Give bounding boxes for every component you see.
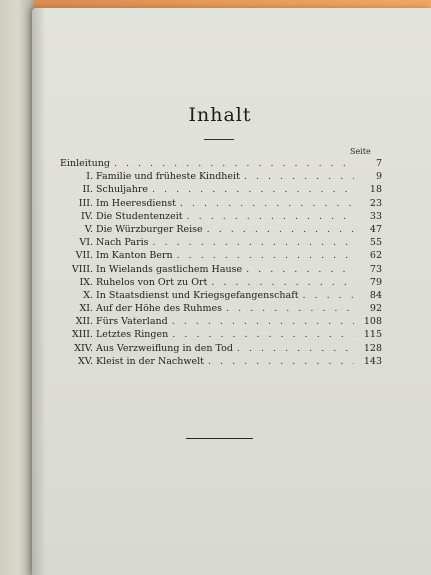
toc-entry-title: Fürs Vaterland (96, 316, 168, 328)
toc-entry-page: 62 (369, 250, 382, 262)
toc-leader-dots (207, 223, 354, 236)
toc-entry-page: 92 (369, 303, 382, 315)
toc-entry-page: 18 (369, 184, 382, 196)
toc-leader-dots (303, 289, 354, 302)
toc-entry-title: Nach Paris (96, 237, 149, 249)
toc-entry-number: III. (78, 197, 93, 209)
toc-entry-page: 79 (369, 276, 382, 288)
toc-leader-dots (153, 236, 354, 249)
toc-entry-title: Aus Verzweiflung in den Tod (96, 342, 233, 354)
table-of-contents (60, 157, 382, 368)
toc-leader-dots (114, 157, 354, 170)
toc-entry-number: XIII. (71, 329, 93, 341)
toc-entry-page: 143 (363, 355, 382, 367)
toc-leader-dots (177, 249, 354, 262)
toc-entry-page: 23 (369, 197, 382, 209)
toc-leader-dots (172, 315, 354, 328)
toc-entry-title: Letztes Ringen (96, 329, 169, 341)
toc-leader-dots (180, 197, 354, 210)
toc-entry-title: Ruhelos von Ort zu Ort (96, 276, 208, 288)
toc-entry-title: Die Würzburger Reise (96, 223, 203, 235)
toc-entry (60, 276, 382, 289)
toc-leader-dots (237, 342, 354, 355)
toc-entry-page: 84 (369, 289, 382, 301)
toc-entry (60, 249, 382, 262)
toc-entry-page: 115 (363, 329, 382, 341)
toc-entry (60, 289, 382, 302)
toc-entry-number: VII. (75, 250, 93, 262)
toc-leader-dots (187, 210, 354, 223)
toc-entry-number: II. (82, 184, 93, 196)
toc-entry-title: Im Kanton Bern (96, 250, 173, 262)
toc-entry-title: Kleist in der Nachwelt (96, 355, 204, 367)
toc-entry-number: XII. (75, 316, 93, 328)
toc-leader-dots (172, 328, 354, 341)
toc-entry (60, 263, 382, 276)
toc-entry-number: IV. (81, 210, 93, 222)
toc-leader-dots (152, 183, 354, 196)
toc-entry-page: 73 (369, 263, 382, 275)
toc-entry-page: 55 (369, 237, 382, 249)
toc-entry-page: 7 (375, 158, 382, 169)
toc-leader-dots (211, 276, 354, 289)
page-title: Inhalt (188, 104, 252, 126)
toc-entry-number: VI. (79, 237, 93, 249)
toc-entry-title: Die Studentenzeit (96, 210, 183, 222)
toc-entry (60, 355, 382, 368)
toc-entry (60, 197, 382, 210)
toc-entry-title: Schuljahre (96, 184, 148, 196)
toc-entry-number: IX. (79, 276, 93, 288)
toc-entry-number: XV. (78, 355, 93, 367)
toc-entry (60, 183, 382, 196)
toc-entry-number: V. (84, 223, 93, 235)
toc-entry-number: X. (83, 289, 93, 301)
toc-entry-page: 9 (375, 171, 382, 183)
toc-entry-title: In Staatsdienst und Kriegsgefangenschaft (96, 289, 299, 301)
toc-entry (60, 342, 382, 355)
toc-entry (60, 302, 382, 315)
toc-entry (60, 223, 382, 236)
toc-entry (60, 170, 382, 183)
page-gutter-shadow (32, 8, 46, 575)
toc-entry-title: Familie und früheste Kindheit (96, 171, 240, 183)
toc-entry-page: 128 (363, 342, 382, 354)
title-divider (204, 139, 234, 140)
toc-entry-number: VIII. (71, 263, 93, 275)
toc-leader-dots (246, 263, 354, 276)
toc-entry-page: 33 (369, 210, 382, 222)
toc-entry (60, 236, 382, 249)
toc-entry-page: 47 (369, 223, 382, 235)
book-cover (0, 0, 34, 575)
toc-entry-title: Im Heeresdienst (96, 197, 176, 209)
toc-entry-title: In Wielands gastlichem Hause (96, 263, 243, 275)
toc-leader-dots (208, 355, 354, 368)
toc-entry-title: Auf der Höhe des Ruhmes (96, 303, 223, 315)
toc-entry-number: I. (86, 171, 93, 183)
toc-entry-page: 108 (363, 316, 382, 328)
toc-entry (60, 210, 382, 223)
toc-entry-number: XIV. (74, 342, 93, 354)
toc-leader-dots (244, 170, 354, 183)
bottom-divider (186, 438, 253, 439)
toc-leader-dots (226, 302, 354, 315)
toc-entry-number: XI. (79, 303, 93, 315)
toc-entry (60, 157, 382, 170)
toc-entry (60, 328, 382, 341)
toc-entry-title: Einleitung (60, 158, 110, 169)
page-column-label: Seite (350, 147, 371, 156)
toc-entry (60, 315, 382, 328)
